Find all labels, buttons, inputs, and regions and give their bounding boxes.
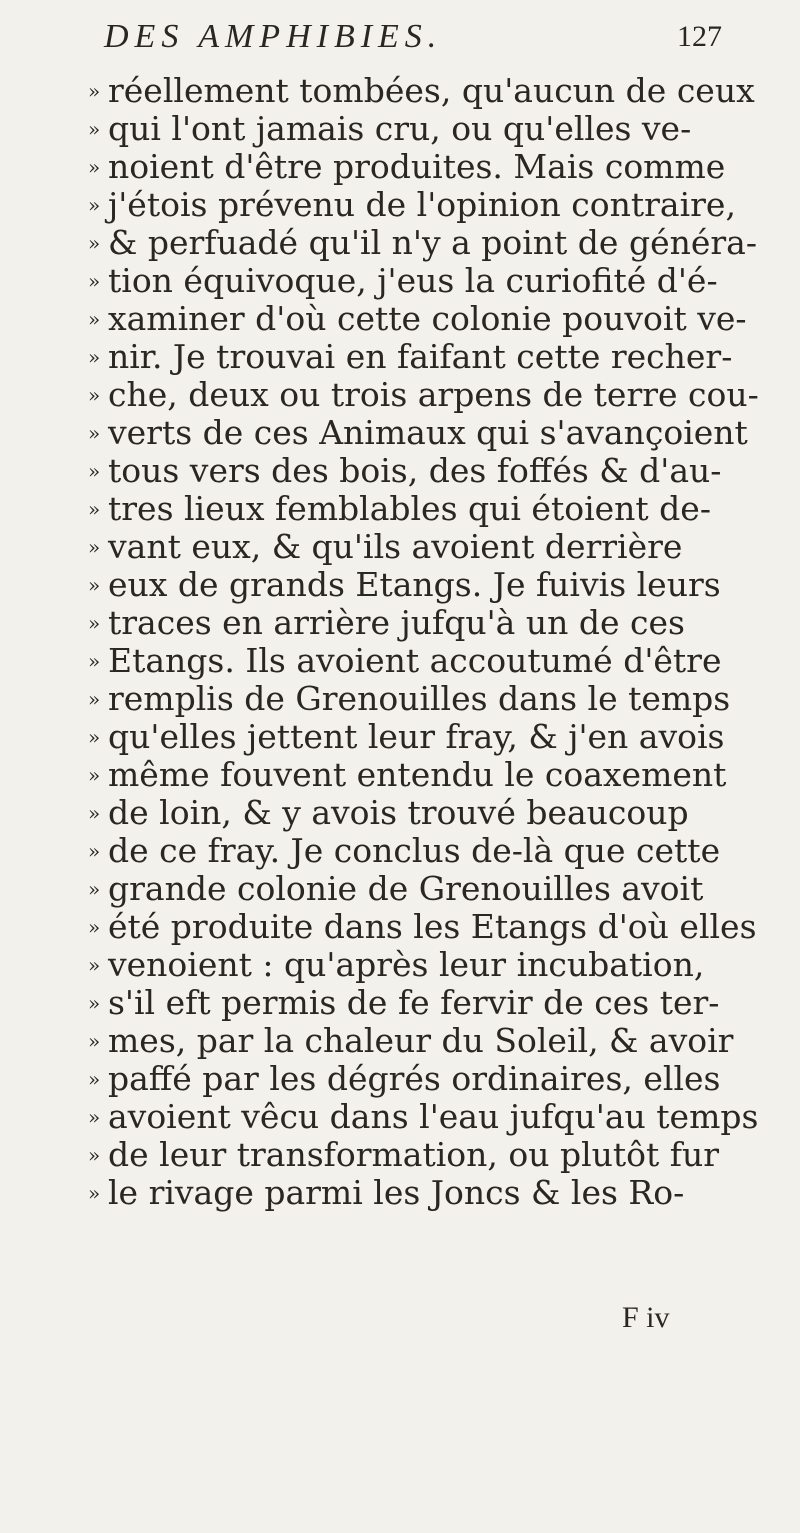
quote-mark: » [88, 1143, 101, 1167]
text-line [88, 1136, 758, 1174]
line-text: s'il eft permis de fe fervir de ces ter- [108, 983, 720, 1022]
quote-mark: » [88, 345, 101, 369]
text-line [88, 72, 758, 110]
quote-mark: » [88, 79, 101, 103]
text-line [88, 452, 758, 490]
quote-mark: » [88, 1067, 101, 1091]
quote-mark: » [88, 535, 101, 559]
line-text: été produite dans les Etangs d'où elles [108, 907, 757, 946]
line-text: Etangs. Ils avoient accoutumé d'être [108, 641, 722, 680]
quote-mark: » [88, 269, 101, 293]
text-line [88, 1022, 758, 1060]
text-line [88, 642, 758, 680]
line-text: che, deux ou trois arpens de terre cou- [108, 375, 759, 414]
text-line [88, 908, 758, 946]
quote-mark: » [88, 421, 101, 445]
line-text: le rivage parmi les Joncs & les Ro- [108, 1173, 685, 1212]
quote-mark: » [88, 839, 101, 863]
text-line [88, 376, 758, 414]
text-line [88, 528, 758, 566]
text-line [88, 756, 758, 794]
text-line [88, 148, 758, 186]
line-text: venoient : qu'après leur incubation, [108, 945, 705, 984]
quote-mark: » [88, 231, 101, 255]
line-text: tres lieux femblables qui étoient de- [108, 489, 711, 528]
line-text: de ce fray. Je conclus de-là que cette [108, 831, 721, 870]
quote-mark: » [88, 611, 101, 635]
text-line [88, 1060, 758, 1098]
text-line [88, 1174, 758, 1212]
quote-mark: » [88, 1181, 101, 1205]
line-text: noient d'être produites. Mais comme [108, 147, 726, 186]
line-text: de leur transformation, ou plutôt fur [108, 1135, 720, 1174]
quote-mark: » [88, 497, 101, 521]
line-text: nir. Je trouvai en faifant cette recher- [108, 337, 733, 376]
text-line [88, 110, 758, 148]
line-text: xaminer d'où cette colonie pouvoit ve- [108, 299, 747, 338]
signature-mark: F iv [622, 1301, 670, 1334]
line-text: & perfuadé qu'il n'y a point de généra- [108, 223, 757, 262]
text-line [88, 224, 758, 262]
line-text: tous vers des bois, des foffés & d'au- [108, 451, 722, 490]
text-line [88, 832, 758, 870]
quote-mark: » [88, 687, 101, 711]
text-line [88, 984, 758, 1022]
quote-mark: » [88, 155, 101, 179]
running-title: DES AMPHIBIES. [104, 18, 443, 55]
text-line [88, 262, 758, 300]
line-text: réellement tombées, qu'aucun de ceux [108, 71, 755, 110]
text-line [88, 414, 758, 452]
text-line [88, 566, 758, 604]
text-line [88, 870, 758, 908]
quote-mark: » [88, 763, 101, 787]
line-text: même fouvent entendu le coaxement [108, 755, 727, 794]
line-text: de loin, & y avois trouvé beaucoup [108, 793, 689, 832]
quote-mark: » [88, 383, 101, 407]
line-text: remplis de Grenouilles dans le temps [108, 679, 731, 718]
quote-mark: » [88, 953, 101, 977]
line-text: grande colonie de Grenouilles avoit [108, 869, 704, 908]
text-line [88, 490, 758, 528]
line-text: avoient vêcu dans l'eau jufqu'au temps [108, 1097, 759, 1136]
page-number: 127 [677, 20, 722, 53]
quote-mark: » [88, 915, 101, 939]
quote-mark: » [88, 991, 101, 1015]
text-line [88, 338, 758, 376]
quote-mark: » [88, 573, 101, 597]
text-line [88, 604, 758, 642]
quote-mark: » [88, 117, 101, 141]
text-line [88, 946, 758, 984]
line-text: qu'elles jettent leur fray, & j'en avois [108, 717, 725, 756]
quote-mark: » [88, 459, 101, 483]
quote-mark: » [88, 193, 101, 217]
quote-mark: » [88, 649, 101, 673]
quote-mark: » [88, 801, 101, 825]
page-header [92, 14, 732, 70]
line-text: qui l'ont jamais cru, ou qu'elles ve- [108, 109, 692, 148]
body-text [88, 72, 758, 1212]
quote-mark: » [88, 1105, 101, 1129]
quote-mark: » [88, 307, 101, 331]
line-text: j'étois prévenu de l'opinion contraire, [108, 185, 736, 224]
quote-mark: » [88, 1029, 101, 1053]
quote-mark: » [88, 725, 101, 749]
line-text: eux de grands Etangs. Je fuivis leurs [108, 565, 721, 604]
text-line [88, 680, 758, 718]
line-text: verts de ces Animaux qui s'avançoient [108, 413, 748, 452]
line-text: traces en arrière jufqu'à un de ces [108, 603, 685, 642]
quote-mark: » [88, 877, 101, 901]
text-line [88, 794, 758, 832]
text-line [88, 718, 758, 756]
text-line [88, 1098, 758, 1136]
line-text: tion équivoque, j'eus la curiofité d'é- [108, 261, 718, 300]
line-text: vant eux, & qu'ils avoient derrière [108, 527, 683, 566]
line-text: mes, par la chaleur du Soleil, & avoir [108, 1021, 734, 1060]
text-line [88, 186, 758, 224]
text-line [88, 300, 758, 338]
line-text: paffé par les dégrés ordinaires, elles [108, 1059, 721, 1098]
